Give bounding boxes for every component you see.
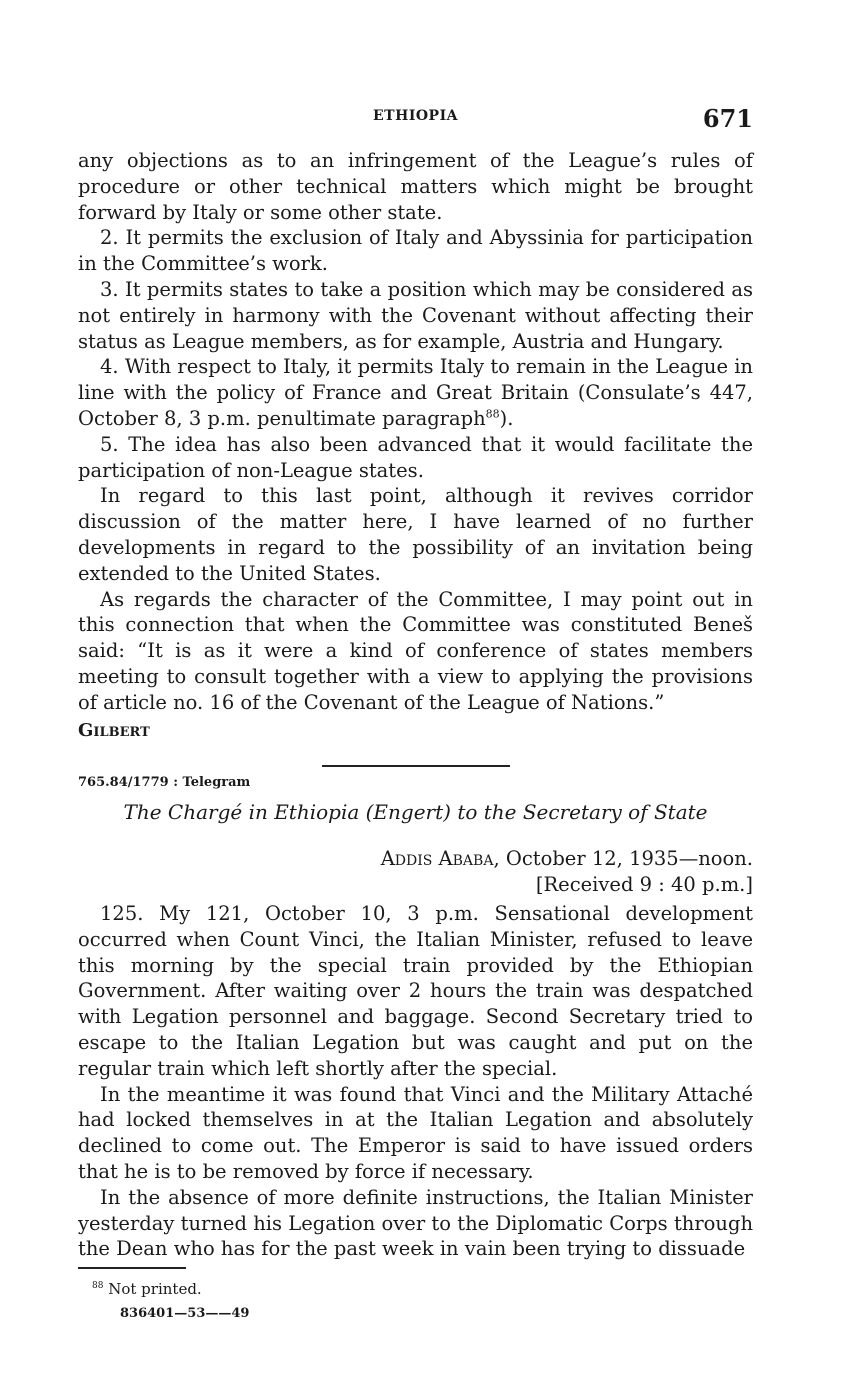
paragraph: 3. It permits states to take a position which may be considered as not entirely in harmony with the Covenant without affecting their status as League members, as for example, Austria and Hungary. xyxy=(78,277,753,353)
paragraph: 125. My 121, October 10, 3 p.m. Sensational development occurred when Count Vinci, the Italian Minister, refused to leave this morning by the special train provided by the Ethiopian Government. After waiting over 2 hours the train was despatched with Legation personnel and baggage. Second Secretary tried to escape to the Italian Legation but was caught and put on the regular train which left shortly after the special. xyxy=(78,902,753,1080)
footnote xyxy=(92,1280,202,1298)
received-line: [Received 9 : 40 p.m.] xyxy=(535,873,753,896)
paragraph: 2. It permits the exclusion of Italy and Abyssinia for participation in the Committee’s work. xyxy=(78,226,753,276)
dateline xyxy=(381,846,753,898)
paragraph-end: ). xyxy=(499,406,514,430)
section-divider xyxy=(322,765,510,767)
page-header xyxy=(78,104,753,134)
paragraph: In the meantime it was found that Vinci and the Military Attaché had locked themselves in at the Italian Legation and absolutely declined to come out. The Emperor is said to have issued orders that he is to be removed by force if necessary. xyxy=(78,1082,753,1183)
running-title: ETHIOPIA xyxy=(373,108,458,124)
telegram-body xyxy=(78,901,753,1262)
dateline-place: Addis Ababa xyxy=(380,847,494,870)
print-code: 836401—53——49 xyxy=(120,1306,250,1321)
dateline-line xyxy=(381,846,753,872)
footnote-reference[interactable]: 88 xyxy=(485,407,500,421)
paragraph-text: 4. With respect to Italy, it permits Italy to remain in the League in line with the policy of France and Great Britain (Consulate’s 447, October 8, 3 p.m. penultimate paragraph xyxy=(78,355,753,430)
footnote-marker: 88 xyxy=(92,1281,104,1291)
signature: Gilbert xyxy=(78,719,150,741)
paragraph: any objections as to an infringement of the League’s rules of procedure or other technical matters which might be brought forward by Italy or some other state. xyxy=(78,149,753,224)
paragraph: As regards the character of the Committee, I may point out in this connection that when the Committee was constituted Beneš said: “It is as it were a kind of conference of states members meeting to consult together with a view to applying the provisions of article no. 16 of the Covenant of the League of Nations.” xyxy=(78,587,753,714)
paragraph: 5. The idea has also been advanced that it would facilitate the participation of non-League states. xyxy=(78,432,753,482)
paragraph xyxy=(78,354,753,431)
page-number: 671 xyxy=(702,104,753,133)
dateline-date: , October 12, 1935—noon. xyxy=(493,847,753,870)
file-reference: 765.84/1779 : Telegram xyxy=(78,775,251,790)
paragraph: In the absence of more definite instructions, the Italian Minister yesterday turned his Legation over to the Diplomatic Corps through the Dean who has for the past week in vain been trying to dissuade xyxy=(78,1185,753,1261)
letter-continuation xyxy=(78,148,753,743)
footnote-divider xyxy=(78,1267,186,1269)
paragraph: In regard to this last point, although it revives corridor discussion of the matter here, I have learned of no further developments in regard to the possibility of an invitation being extended to the United States. xyxy=(78,484,753,585)
document-title: The Chargé in Ethiopia (Engert) to the Secretary of State xyxy=(123,800,708,824)
footnote-text: Not printed. xyxy=(108,1280,202,1298)
